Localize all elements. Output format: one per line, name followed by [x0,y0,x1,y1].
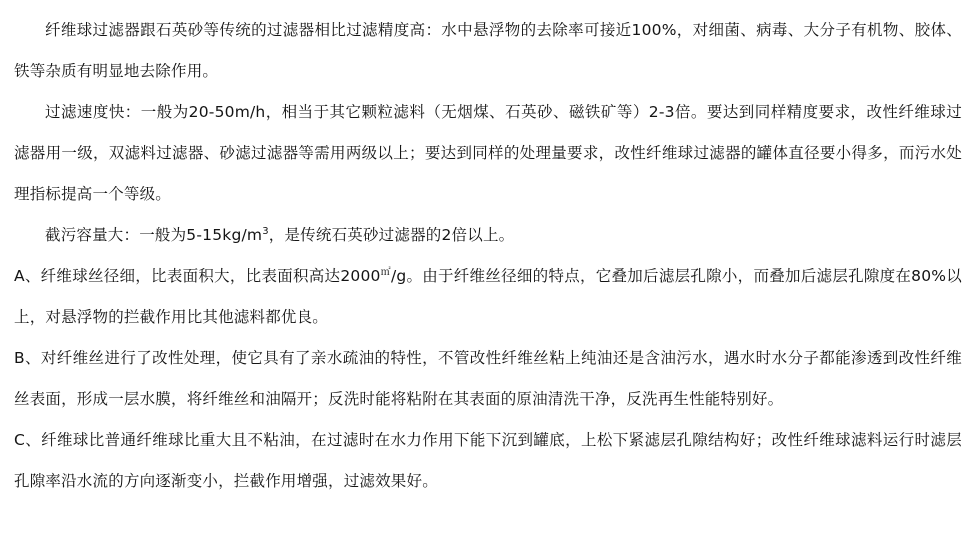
item-a-text-after: /g。由于纤维丝径细的特点，它叠加后滤层孔隙小，而叠加后滤层孔隙度在80%以上，对悬浮物的拦截作用比其他滤料都优良。 [14,267,963,326]
dirt-capacity-superscript: 3 [262,225,269,237]
item-a-superscript: ㎡ [380,266,391,278]
paragraph-filtration-accuracy: 纤维球过滤器跟石英砂等传统的过滤器相比过滤精度高：水中悬浮物的去除率可接近100%，对细菌、病毒、大分子有机物、胶体、铁等杂质有明显地去除作用。 [14,21,962,80]
paragraph-item-a [14,256,962,338]
paragraph-item-c: C、纤维球比普通纤维球比重大且不粘油，在过滤时在水力作用下能下沉到罐底，上松下紧滤层孔隙结构好；改性纤维球滤料运行时滤层孔隙率沿水流的方向逐渐变小，拦截作用增强，过滤效果好。 [14,431,962,490]
paragraph-filtration-speed: 过滤速度快：一般为20-50m/h，相当于其它颗粒滤料（无烟煤、石英砂、磁铁矿等）2-3倍。要达到同样精度要求，改性纤维球过滤器用一级，双滤料过滤器、砂滤过滤器等需用两级以上；要达到同样的处理量要求，改性纤维球过滤器的罐体直径要小得多，而污水处理指标提高一个等级。 [14,103,962,203]
paragraph-dirt-capacity [14,215,962,256]
dirt-capacity-text-before: 截污容量大：一般为5-15kg/m [45,226,263,244]
item-a-text-before: A、纤维球丝径细，比表面积大，比表面积高达2000 [14,267,381,285]
paragraph-item-b: B、对纤维丝进行了改性处理，使它具有了亲水疏油的特性，不管改性纤维丝粘上纯油还是含油污水，遇水时水分子都能渗透到改性纤维丝表面，形成一层水膜，将纤维丝和油隔开；反洗时能将粘附在其表面的原油清洗干净，反洗再生性能特别好。 [14,349,962,408]
dirt-capacity-text-after: ，是传统石英砂过滤器的2倍以上。 [268,226,515,244]
